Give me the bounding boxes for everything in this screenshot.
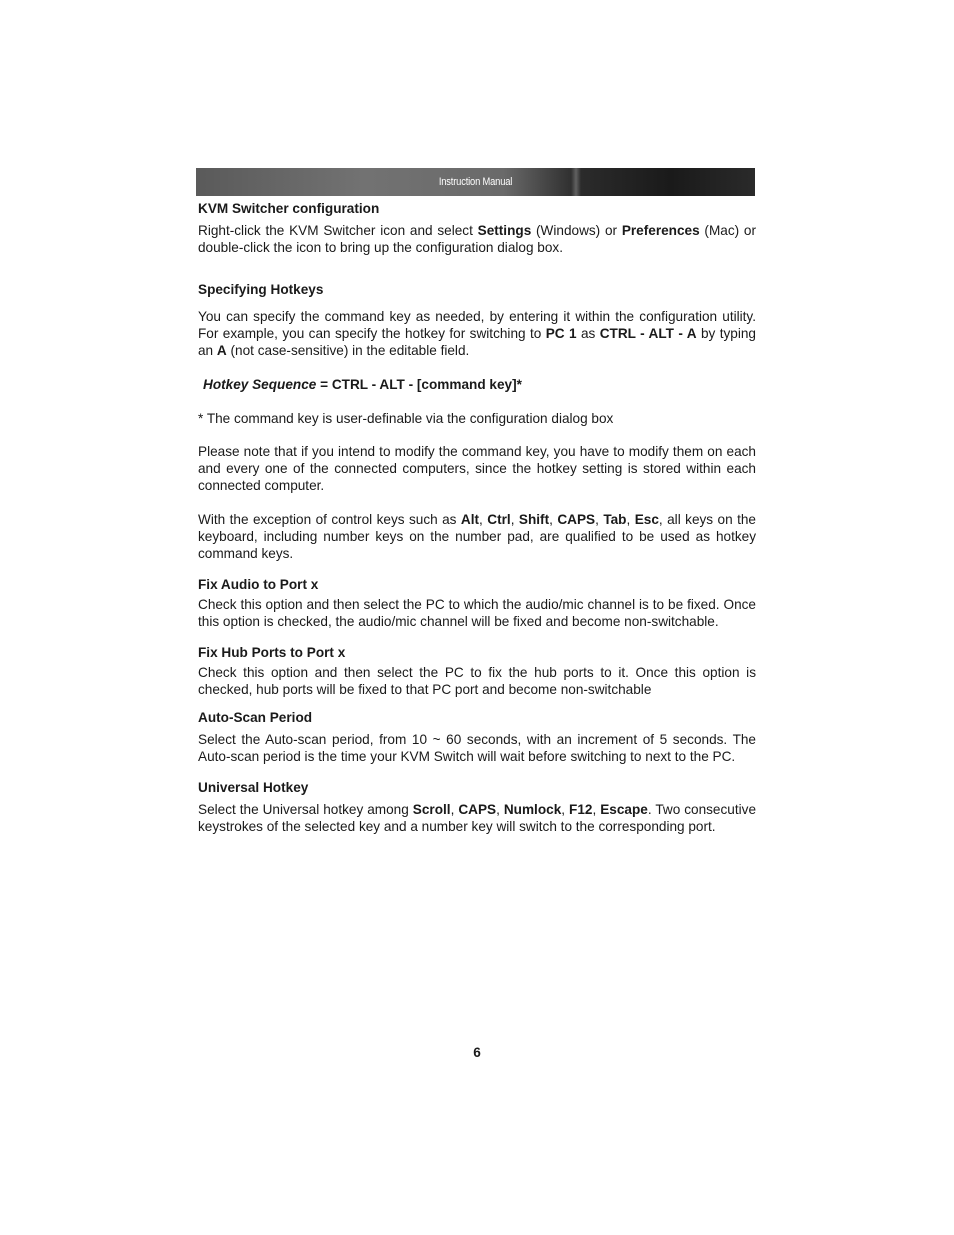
section-heading-autoscan: Auto-Scan Period <box>198 710 313 725</box>
header-title: Instruction Manual <box>438 176 513 188</box>
kvm-paragraph: Right-click the KVM Switcher icon and select Settings (Windows) or Preferences (Mac) or double-click the icon to bring up the configuration dialog box. <box>198 223 756 255</box>
section-heading-hub: Fix Hub Ports to Port x <box>198 645 346 660</box>
section-heading-hotkeys: Specifying Hotkeys <box>198 282 324 297</box>
section-heading-kvm: KVM Switcher configuration <box>198 201 380 216</box>
hotkeys-paragraph-2: Please note that if you intend to modify the command key, you have to modify them on each and every one of the connected computers, since the hotkey setting is stored within each connected computer. <box>198 444 756 493</box>
autoscan-paragraph: Select the Auto-scan period, from 10 ~ 60 seconds, with an increment of 5 seconds. The Auto-scan period is the time your KVM Switch will wait before switching to next to the PC. <box>198 732 756 764</box>
hub-paragraph: Check this option and then select the PC to fix the hub ports to it. Once this option is checked, hub ports will be fixed to that PC port and become non-switchable <box>198 665 756 697</box>
audio-paragraph: Check this option and then select the PC to which the audio/mic channel is to be fixed. Once this option is checked, the audio/mic channel will be fixed and become non-switchable. <box>198 597 756 629</box>
header-bar <box>196 168 755 196</box>
document-body <box>198 200 756 835</box>
hotkeys-paragraph-1: You can specify the command key as needed, by entering it within the configuration utility. For example, you can specify the hotkey for switching to PC 1 as CTRL - ALT - A by typing an A (not case-sensitive) in the editable field. <box>198 309 756 358</box>
hotkey-sequence: Hotkey Sequence = CTRL - ALT - [command key]* <box>203 377 522 392</box>
hotkeys-paragraph-3: With the exception of control keys such as Alt, Ctrl, Shift, CAPS, Tab, Esc, all keys on the keyboard, including number keys on the number pad, are qualified to be used as hotkey command keys. <box>198 512 756 561</box>
page-number: 6 <box>473 1045 481 1060</box>
section-heading-universal: Universal Hotkey <box>198 780 309 795</box>
command-key-note: * The command key is user-definable via the configuration dialog box <box>198 411 614 426</box>
section-heading-audio: Fix Audio to Port x <box>198 577 319 592</box>
universal-paragraph: Select the Universal hotkey among Scroll, CAPS, Numlock, F12, Escape. Two consecutive keystrokes of the selected key and a number key will switch to the corresponding port. <box>198 802 757 834</box>
